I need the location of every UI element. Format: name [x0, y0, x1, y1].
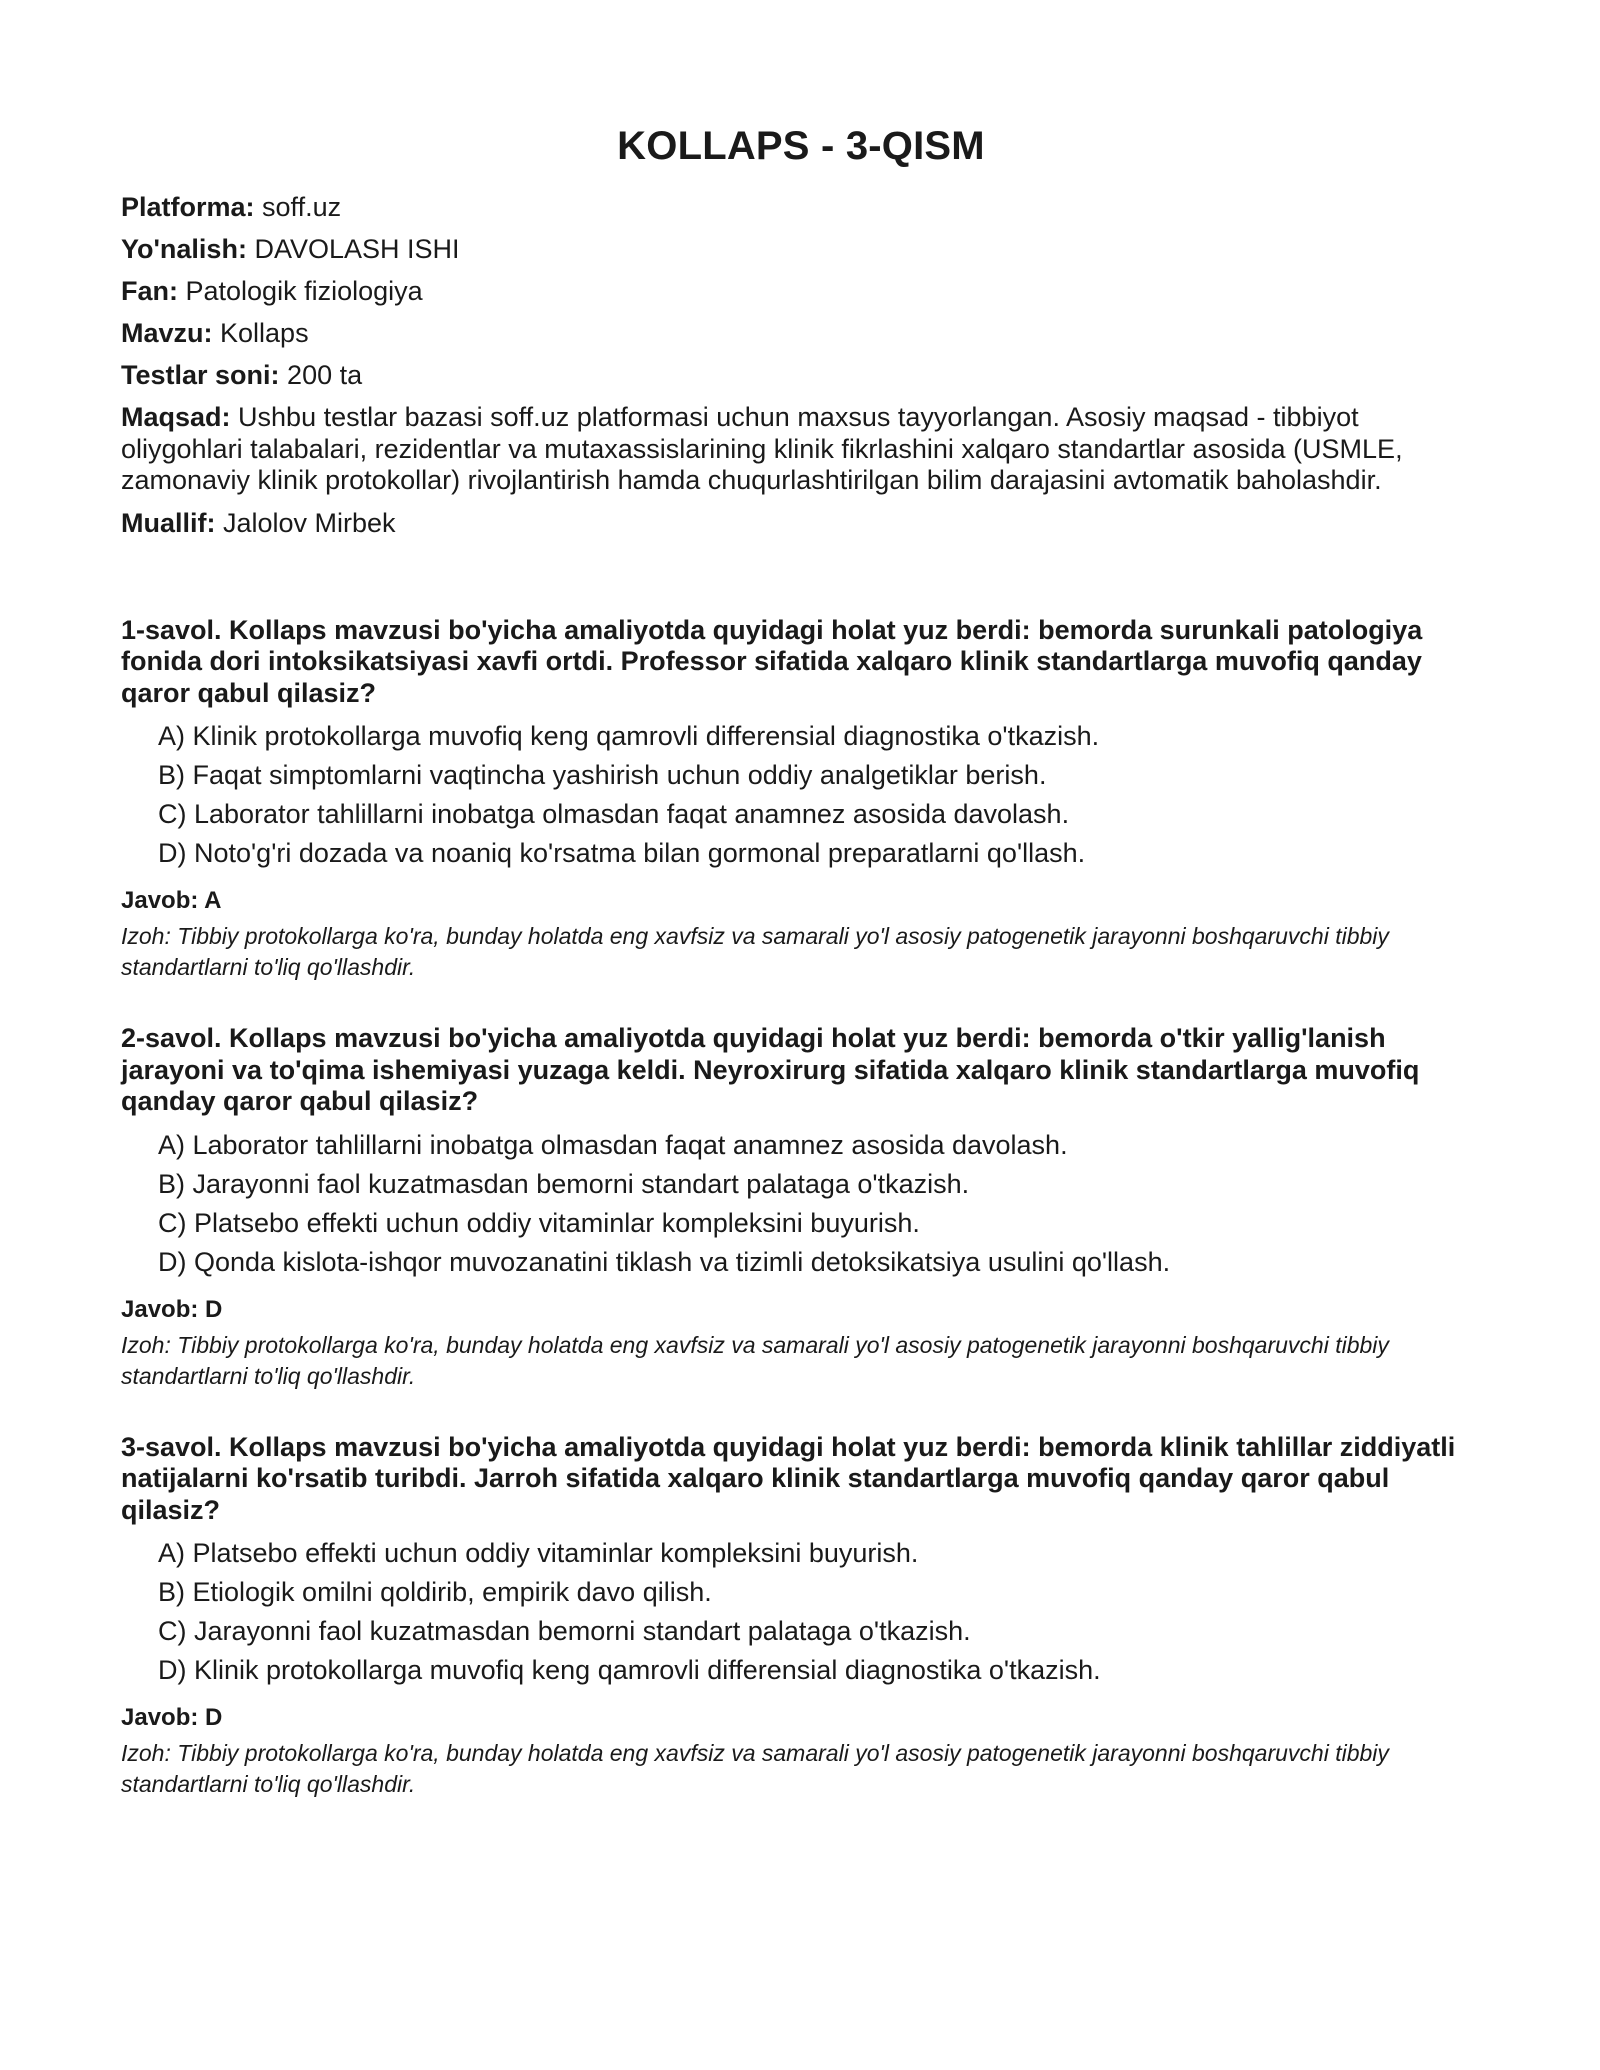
option-c: C) Jarayonni faol kuzatmasdan bemorni standart palataga o'tkazish.	[158, 1616, 971, 1646]
question-3	[121, 1432, 1481, 1801]
meta-section	[121, 192, 1481, 539]
question-text: 3-savol. Kollaps mavzusi bo'yicha amaliyotda quyidagi holat yuz berdi: bemorda klinik tahlillar ziddiyatli natijalarni ko'rsatib turibdi. Jarroh sifatida xalqaro klinik standartlarga muvofiq qanday qaror qabul qilasiz?	[121, 1431, 1456, 1525]
option-list	[121, 1538, 1481, 1686]
question-text: 1-savol. Kollaps mavzusi bo'yicha amaliyotda quyidagi holat yuz berdi: bemorda surunkali patologiya fonida dori intoksikatsiyasi xavfi ortdi. Professor sifatida xalqaro klinik standartlarga muvofiq qanday qaror qabul qilasiz?	[121, 614, 1423, 708]
option-a: A) Platsebo effekti uchun oddiy vitaminlar kompleksini buyurish.	[158, 1538, 919, 1568]
explanation-note: Izoh: Tibbiy protokollarga ko'ra, bunday holatda eng xavfsiz va samarali yo'l asosiy patogenetik jarayonni boshqaruvchi tibbiy standartlarni to'liq qo'llashdir.	[121, 923, 1389, 980]
meta-goal-label: Maqsad:	[121, 402, 231, 432]
document-page	[121, 122, 1481, 1840]
meta-author	[121, 508, 1481, 539]
question-text: 2-savol. Kollaps mavzusi bo'yicha amaliyotda quyidagi holat yuz berdi: bemorda o'tkir yallig'lanish jarayoni va to'qima ishemiyasi yuzaga keldi. Neyroxirurg sifatida xalqaro klinik standartlarga muvofiq qanday qaror qabul qilasiz?	[121, 1023, 1420, 1116]
meta-topic-value: Kollaps	[212, 318, 309, 348]
explanation-note: Izoh: Tibbiy protokollarga ko'ra, bunday holatda eng xavfsiz va samarali yo'l asosiy patogenetik jarayonni boshqaruvchi tibbiy standartlarni to'liq qo'llashdir.	[121, 1740, 1389, 1797]
option-a: A) Laborator tahlillarni inobatga olmasdan faqat anamnez asosida davolash.	[158, 1129, 1068, 1160]
meta-count	[121, 360, 1481, 391]
option-c: C) Platsebo effekti uchun oddiy vitaminlar kompleksini buyurish.	[158, 1207, 920, 1238]
option-b: B) Faqat simptomlarni vaqtincha yashirish uchun oddiy analgetiklar berish.	[158, 760, 1047, 790]
meta-topic	[121, 318, 1481, 349]
question-2	[121, 1023, 1481, 1392]
meta-platform-value: soff.uz	[254, 192, 342, 222]
option-b: B) Etiologik omilni qoldirib, empirik davo qilish.	[158, 1577, 712, 1607]
meta-author-label: Muallif:	[121, 507, 216, 538]
meta-subject	[121, 276, 1481, 307]
answer-label: Javob: D	[121, 1295, 223, 1323]
meta-goal-value: Ushbu testlar bazasi soff.uz platformasi uchun maxsus tayyorlangan. Asosiy maqsad - tibbiyot oliygohlari talabalari, rezidentlar va mutaxassislarining klinik fikrlashini xalqaro standartlar asosida (USMLE, zamonaviy klinik protokollar) rivojlantirish hamda chuqurlashtirilgan bilim darajasini avtomatik baholashdir.	[121, 402, 1403, 495]
option-d: D) Noto'g'ri dozada va noaniq ko'rsatma bilan gormonal preparatlarni qo'llash.	[158, 838, 1086, 868]
meta-author-value: Jalolov Mirbek	[215, 507, 396, 538]
answer-label: Javob: A	[121, 887, 222, 914]
meta-goal	[121, 402, 1481, 497]
question-list	[121, 615, 1481, 1801]
meta-count-value: 200 ta	[279, 360, 363, 390]
option-d: D) Qonda kislota-ishqor muvozanatini tiklash va tizimli detoksikatsiya usulini qo'llash.	[158, 1246, 1171, 1277]
answer-label: Javob: D	[121, 1704, 223, 1731]
meta-platform	[121, 192, 1481, 223]
meta-direction	[121, 234, 1481, 265]
option-b: B) Jarayonni faol kuzatmasdan bemorni standart palataga o'tkazish.	[158, 1168, 970, 1199]
option-c: C) Laborator tahlillarni inobatga olmasdan faqat anamnez asosida davolash.	[158, 799, 1070, 829]
option-list	[121, 721, 1481, 869]
meta-count-label: Testlar soni:	[121, 360, 280, 390]
meta-subject-label: Fan:	[121, 276, 178, 306]
meta-direction-value: DAVOLASH ISHI	[246, 234, 460, 264]
question-1	[121, 615, 1481, 984]
meta-platform-label: Platforma:	[121, 192, 255, 222]
option-d: D) Klinik protokollarga muvofiq keng qamrovli differensial diagnostika o'tkazish.	[158, 1655, 1101, 1685]
meta-topic-label: Mavzu:	[121, 318, 213, 348]
meta-direction-label: Yo'nalish:	[121, 234, 247, 264]
option-list	[121, 1130, 1481, 1278]
option-a: A) Klinik protokollarga muvofiq keng qamrovli differensial diagnostika o'tkazish.	[158, 721, 1100, 751]
meta-subject-value: Patologik fiziologiya	[178, 276, 423, 306]
document-title: KOLLAPS - 3-QISM	[617, 124, 985, 168]
explanation-note: Izoh: Tibbiy protokollarga ko'ra, bunday holatda eng xavfsiz va samarali yo'l asosiy patogenetik jarayonni boshqaruvchi tibbiy standartlarni to'liq qo'llashdir.	[121, 1331, 1389, 1389]
